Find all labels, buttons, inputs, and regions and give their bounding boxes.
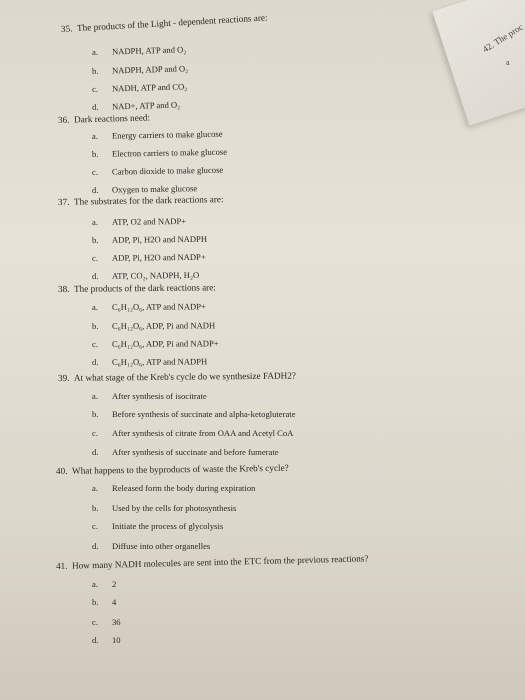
answer-option-36a [92,129,223,141]
option-text: Electron carriers to make glucose [111,146,228,159]
answer-option-40b [92,503,236,513]
option-text: NADH, ATP and CO₂ [111,81,188,94]
answer-option-40d [92,541,210,551]
option-text: 2 [112,579,117,589]
answer-option-36d [92,183,197,195]
answer-option-35a [92,44,187,57]
answer-option-35d [92,100,180,112]
option-text: C₆H₁₂O₆, ATP and NADP+ [111,301,206,312]
answer-option-39c [92,428,293,438]
option-text: After synthesis of citrate from OAA and Acetyl CoA [112,428,294,438]
option-letter: b. [92,409,99,419]
question-text: What happens to the byproducts of waste the Kreb's cycle? [71,462,289,476]
option-letter: a. [91,46,99,57]
option-text: ATP, CO₂, NADPH, H₂O [111,269,200,281]
question-text: The products of the Light - dependent reactions are: [76,12,268,34]
option-letter: c. [91,83,99,94]
answer-option-35c [92,81,187,94]
option-text: Carbon dioxide to make glucose [111,164,224,177]
option-letter: b. [92,503,99,513]
answer-option-41c [92,617,121,627]
answer-option-40a [92,483,255,493]
option-letter: c. [91,252,99,263]
question-39 [58,371,296,383]
question-number: 37. [57,196,70,207]
question-text: The substrates for the dark reactions are: [73,194,224,207]
adjacent-page-question: 42. The proc [480,21,525,55]
option-text: C₆H₁₂O₆, ADP, Pi and NADH [111,320,216,331]
option-text: Initiate the process of glycolysis [112,521,224,531]
answer-option-38a [92,301,206,312]
option-letter: c. [92,428,98,438]
option-text: 10 [112,635,121,645]
answer-option-36c [92,165,223,177]
option-letter: c. [91,166,99,177]
answer-option-41d [92,635,121,645]
option-letter: a. [92,391,98,401]
answer-option-40c [92,521,223,531]
option-letter: d. [91,101,99,112]
option-letter: d. [91,270,99,281]
option-letter: b. [92,597,99,607]
option-text: 4 [112,597,117,607]
option-letter: a. [91,130,99,141]
answer-option-41a [92,579,116,589]
option-letter: d. [92,635,99,645]
option-letter: a. [91,216,99,227]
question-number: 39. [57,372,70,383]
option-text: Oxygen to make glucose [111,183,198,195]
option-text: ADP, Pi, H2O and NADP+ [111,251,206,263]
option-text: NAD+, ATP and O₂ [111,99,181,112]
option-letter: d. [91,356,99,367]
question-text: Dark reactions need: [73,112,151,125]
answer-option-38c [92,338,219,349]
option-text: NADPH, ATP and O₂ [111,44,187,57]
question-37 [58,194,224,207]
option-text: Used by the cells for photosynthesis [112,503,237,513]
option-text: 36 [112,617,121,627]
answer-option-39b [92,409,296,419]
answer-option-37d [92,270,199,281]
answer-option-39d [92,447,279,457]
option-letter: c. [91,338,98,349]
option-letter: b. [91,148,99,159]
question-number: 35. [60,23,73,34]
option-text: After synthesis of succinate and before fumerate [112,447,279,457]
question-text: The products of the dark reactions are: [73,282,216,294]
question-text: How many NADH molecules are sent into the ETC from the previous reactions? [71,553,369,571]
question-41 [56,553,369,571]
question-number: 40. [55,465,68,476]
question-36 [58,112,150,125]
question-35 [61,12,268,34]
answer-option-36b [92,147,227,159]
option-text: Diffuse into other organelles [112,541,211,551]
option-letter: b. [91,320,99,331]
option-text: Before synthesis of succinate and alpha-ketogluterate [112,409,296,419]
option-letter: b. [91,65,99,76]
option-letter: a. [92,483,98,493]
option-text: ATP, O2 and NADP+ [111,216,187,227]
option-text: After synthesis of isocitrate [112,391,207,401]
answer-option-39a [92,391,207,401]
option-text: C₆H₁₂O₆, ADP, Pi and NADP+ [111,338,219,349]
option-text: Energy carriers to make glucose [111,128,223,141]
option-letter: c. [92,521,98,531]
option-text: NADPH, ADP and O₂ [111,63,189,76]
option-letter: d. [92,541,99,551]
answer-option-38b [92,320,215,331]
question-text: At what stage of the Kreb's cycle do we synthesize FADH2? [73,370,296,383]
answer-option-41b [92,597,116,607]
option-letter: d. [92,447,99,457]
question-number: 41. [55,560,68,571]
answer-option-35b [92,63,188,76]
answer-option-37b [92,234,207,245]
option-text: ADP, Pi, H2O and NADPH [111,233,208,245]
answer-option-37a [92,216,186,227]
option-text: Released form the body during expiration [112,483,256,493]
option-letter: a. [92,579,98,589]
adjacent-page-option: a [506,58,510,67]
answer-option-38d [92,356,207,367]
question-38 [58,282,216,294]
answer-option-37c [92,252,206,263]
option-letter: d. [91,184,99,195]
option-letter: b. [91,234,99,245]
question-number: 38. [57,283,70,294]
option-letter: c. [92,617,98,627]
option-text: C₆H₁₂O₆, ATP and NADPH [111,356,208,367]
question-40 [56,463,289,476]
question-number: 36. [57,114,70,125]
option-letter: a. [91,301,98,312]
